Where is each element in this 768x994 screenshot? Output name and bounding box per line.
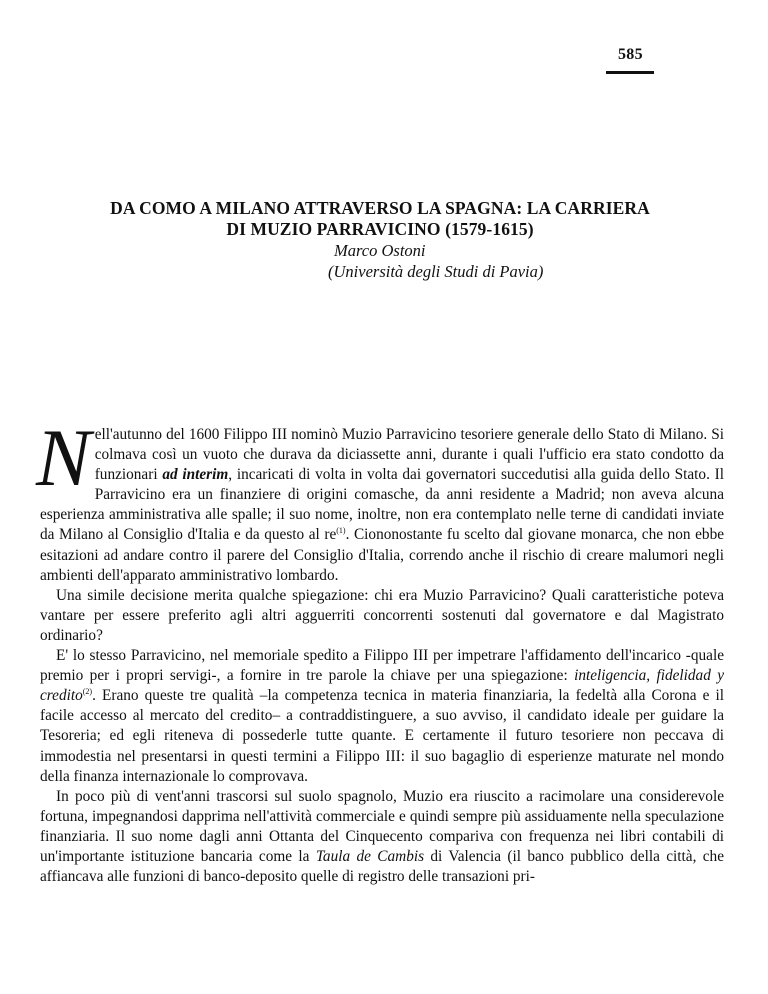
- paragraph-2: Una simile decisione merita qualche spiegazione: chi era Muzio Parravicino? Quali caratteristiche poteva vantare per essere preferito agli altri agguerriti concorrenti sostenuti dal governatore e dal Magistrato ordinario?: [40, 586, 724, 644]
- paragraph-4-text-b: di Valencia (il banco pubblico della città, che affiancava alle funzioni di banco-deposito quelle di registro delle transazioni pri-: [40, 847, 724, 886]
- paragraph-3: [40, 646, 724, 787]
- paragraph-1-italic: ad interim: [162, 466, 229, 484]
- author-affiliation: (Università degli Studi di Pavia): [328, 262, 544, 281]
- paragraph-1-text-c: . Ciononostante fu scelto dal giovane monarca, che non ebbe esitazioni ad andare contro il parere del Consiglio d'Italia, correndo anche il rischio di creare malumori negli ambienti dell'apparato amministrativo lombardo.: [40, 526, 725, 584]
- paragraph-3-italic: inteligencia, fidelidad y credito: [40, 667, 724, 705]
- page-number-rule: [606, 71, 654, 74]
- paragraph-4: [40, 787, 724, 887]
- article-body: [36, 412, 725, 887]
- footnote-ref-2[interactable]: (2): [82, 687, 93, 697]
- paragraph-1-text-b: , incaricati di volta in volta dai governatori succedutisi alla guida dello Stato. Il Parravicino era un finanziere di origini comasche, da anni residente a Madrid; non aveva alcuna esperienza amministrativa alle spalle; il suo nome, inoltre, non era contemplato nelle terne di candidati inviate da Milano al Consiglio d'Italia e da questo al re: [40, 466, 724, 544]
- article-title-line-1: DA COMO A MILANO ATTRAVERSO LA SPAGNA: LA CARRIERA: [110, 198, 650, 218]
- drop-cap: N: [36, 412, 91, 503]
- article-title-line-2: DI MUZIO PARRAVICINO (1579-1615): [226, 219, 534, 239]
- paragraph-4-italic: Taula de Cambis: [315, 847, 425, 865]
- article-title: [40, 198, 720, 240]
- paragraph-3-text-a: E' lo stesso Parravicino, nel memoriale spedito a Filippo III per impetrare l'affidamento dell'incarico -quale premio per i propri servigi-, a fornire in tre parole la chiave per una spiegazione:: [40, 647, 724, 685]
- author-name: Marco Ostoni: [334, 241, 426, 260]
- paragraph-3-text-b: . Erano queste tre qualità –la competenza tecnica in materia finanziaria, la fedeltà alla Corona e il facile accesso al mercato del credito– a contraddistinguere, a suo avviso, il candidato ideale per guidare la Tesoreria; ed egli riteneva di possederle tutte quante. E certamente il futuro tesoriere non peccava di immodestia nel presentarsi in questi termini a Filippo III: il suo bagaglio di esperienze maturate nel mondo della finanza internazionale lo comprovava.: [40, 687, 724, 785]
- paragraph-1-text-a: ell'autunno del 1600 Filippo III nominò Muzio Parravicino tesoriere generale dello Stato di Milano. Si colmava così un vuoto che durava da diciassette anni, durante i quali l'ufficio era stato condotto da funzionari: [94, 426, 724, 484]
- paragraph-4-text-a: In poco più di vent'anni trascorsi sul suolo spagnolo, Muzio era riuscito a racimolare una considerevole fortuna, impegnandosi dapprima nell'attività commerciale e quindi sempre più assiduamente nella speculazione finanziaria. Il suo nome dagli anni Ottanta del Cinquecento compariva con frequenza nei libri contabili di un'importante istituzione bancaria come la: [40, 787, 724, 865]
- footnote-ref-1[interactable]: (1): [336, 526, 346, 536]
- page-number: 585: [618, 46, 643, 63]
- paragraph-1: [36, 412, 725, 586]
